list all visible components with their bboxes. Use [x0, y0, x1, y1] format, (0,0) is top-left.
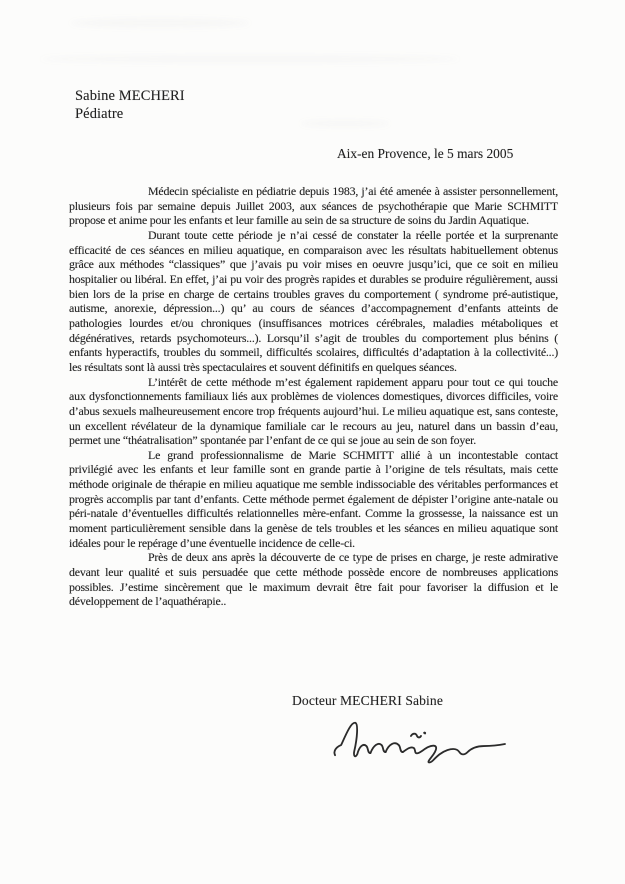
paragraph-1: Médecin spécialiste en pédiatrie depuis 1983, j’ai été amenée à assister personnellement, plusieurs fois par semaine depuis Juillet 2003, aux séances de psychothérapie que Marie SCHMITT propose et anime pour les enfants et leur famille au sein de sa structure de soins du Jardin Aquatique. — [69, 184, 558, 228]
scan-artifact — [40, 55, 460, 63]
sender-name: Sabine MECHERI — [75, 88, 185, 104]
paragraph-2: Durant toute cette période je n’ai cessé de constater la réelle portée et la surprenante efficacité de ces séances en milieu aquatique, en comparaison avec les résultats habituellement obtenus grâce aux méthodes “classiques” que j’avais pu voir mises en oeuvre jusqu’ici, que ce soit en milieu hospitalier ou libéral. En effet, j’ai pu voir des progrès rapides et durables se produire régulièrement, aussi bien lors de la prise en charge de certains troubles graves du comportement ( syndrome pré-autistique, autisme, anorexie, dépression...) qu’ au cours de séances d’accompagnement d’enfants atteints de pathologies lourdes et/ou chroniques (insuffisances motrices cérébrales, maladies métaboliques et dégénératives, retards psychomoteurs...). Lorsqu’il s’agit de troubles du comportement plus bénins ( enfants hyperactifs, troubles du sommeil, difficultés scolaires, difficultés d’adaptation à la collectivité...) les résultats sont là aussi très spectaculaires et souvent définitifs en quelques séances. — [69, 227, 558, 374]
handwritten-signature-icon — [330, 718, 508, 764]
scan-artifact — [300, 120, 390, 127]
paragraph-3: L’intérêt de cette méthode m’est également rapidement apparu pour tout ce qui touche aux dysfonctionnements familiaux liés aux problèmes de violences domestiques, divorces difficiles, voire d’abus sexuels malheureusement encore trop fréquents aujourd’hui. Le milieu aquatique est, sans conteste, un excellent révélateur de la dynamique familiale car le recours au jeu, naturel dans un bassin d’eau, permet une “théatralisation” spontanée par l’enfant de ce qui se joue au sein de son foyer. — [69, 374, 558, 448]
letter-body — [69, 184, 558, 609]
dateline: Aix-en Provence, le 5 mars 2005 — [337, 146, 514, 161]
sender-block — [75, 87, 185, 123]
paragraph-4: Le grand professionnalisme de Marie SCHMITT allié à un incontestable contact privilégié avec les enfants et leur famille sont en grande partie à l’origine de tels résultats, mais cette méthode originale de thérapie en milieu aquatique me semble indissociable des véritables performances et progrès accomplis par tant d’enfants. Cette méthode permet également de dépister l’origine ante-natale ou péri-natale d’éventuelles difficultés relationnelles mère-enfant. Comme la grossesse, la naissance est un moment particulièrement sensible dans la genèse de tels troubles et les séances en milieu aquatique sont idéales pour le repérage d’une éventuelle incidence de celle-ci. — [69, 447, 558, 550]
signature-name: Docteur MECHERI Sabine — [292, 693, 443, 708]
paragraph-5: Près de deux ans après la découverte de ce type de prises en charge, je reste admirative devant leur qualité et suis persuadée que cette méthode possède encore de nombreuses applications possibles. J’estime sincèrement que le maximum devrait être fait pour favoriser la diffusion et le développement de l’aquathérapie.. — [69, 550, 558, 609]
scan-artifact — [70, 18, 250, 28]
sender-title: Pédiatre — [75, 106, 124, 122]
